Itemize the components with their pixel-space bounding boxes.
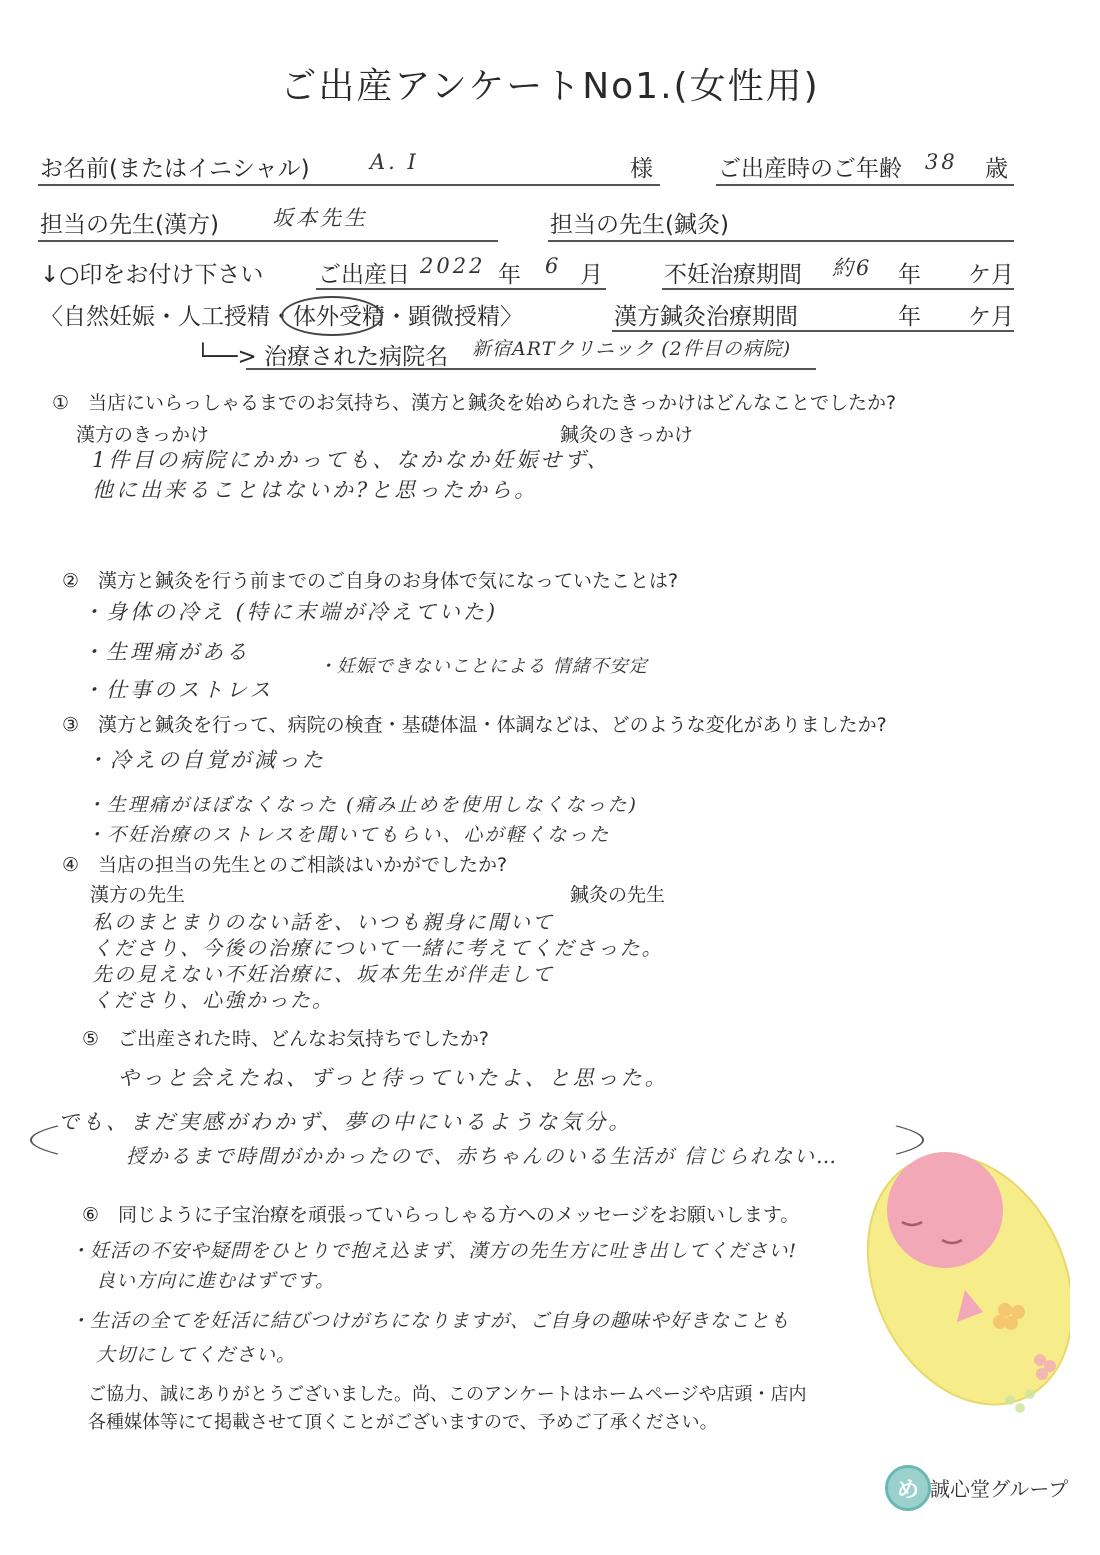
infertility-year-unit: 年	[898, 262, 921, 288]
selected-option-circle	[281, 296, 383, 336]
birth-date-underline	[316, 288, 606, 290]
q1-answer-line: 他に出来ることはないか?と思ったから。	[92, 478, 539, 502]
age-value: 38	[925, 150, 958, 174]
q3-answer-line: ・生理痛がほぼなくなった (痛み止めを使用しなくなった)	[86, 794, 638, 816]
q6-answer-line: ・生活の全てを妊活に結びつけがちになりますが、ご自身の趣味や好きなことも	[70, 1310, 791, 1332]
conception-options: 〈自然妊娠・人工授精・体外受精・顕微授精〉	[40, 304, 523, 330]
q4-acu-label: 鍼灸の先生	[570, 884, 666, 906]
q4-kampo-label: 漢方の先生	[90, 884, 186, 906]
acu-teacher-underline	[548, 240, 1014, 242]
logo-char: め	[896, 1477, 919, 1503]
name-underline	[38, 184, 660, 186]
flower-decoration	[980, 1290, 1070, 1440]
q1-kampo-label: 漢方のきっかけ	[76, 424, 210, 446]
q6-answer-line: ・妊活の不安や疑問をひとりで抱え込まず、漢方の先生方に吐き出してください!	[70, 1240, 798, 1262]
acu-teacher-label: 担当の先生(鍼灸)	[550, 212, 729, 238]
sama-label: 様	[630, 156, 653, 182]
age-underline	[716, 184, 1014, 186]
baby-face	[887, 1152, 1003, 1268]
name-value: A. I	[370, 150, 419, 174]
q2-question: ② 漢方と鍼灸を行う前までのご自身のお身体で気になっていたことは?	[62, 570, 679, 592]
birth-month: 6	[545, 254, 562, 278]
brand-logo-icon	[885, 1465, 931, 1511]
treatment-month-unit: ケ月	[968, 304, 1014, 330]
q1-question: ① 当店にいらっしゃるまでのお気持ち、漢方と鍼灸を始められたきっかけはどんなことでしたか?	[52, 392, 897, 414]
q2-answer-line: ・妊娠できないことによる 情緒不安定	[318, 656, 648, 677]
q4-answer-line: くださり、心強かった。	[92, 988, 334, 1012]
infertility-underline	[662, 288, 1014, 290]
name-label: お名前(またはイニシャル)	[40, 156, 310, 182]
kampo-teacher-value: 坂本先生	[272, 206, 368, 230]
treatment-period-label: 漢方鍼灸治療期間	[614, 304, 798, 330]
age-unit: 歳	[985, 156, 1008, 182]
q4-question: ④ 当店の担当の先生とのご相談はいかがでしたか?	[62, 854, 508, 876]
hospital-value: 新宿ARTクリニック (2件目の病院)	[472, 338, 792, 360]
q6-question: ⑥ 同じように子宝治療を頑張っていらっしゃる方へのメッセージをお願いします。	[82, 1204, 800, 1226]
q5-answer-line: 授かるまで時間がかかったので、赤ちゃんのいる生活が 信じられない…	[126, 1144, 838, 1168]
q2-answer-line: ・生理痛がある	[82, 640, 250, 664]
hospital-underline	[246, 368, 816, 370]
q5-answer-line: でも、まだ実感がわかず、夢の中にいるような気分。	[58, 1110, 633, 1134]
birth-year: 2022	[420, 254, 486, 278]
treatment-period-underline	[612, 330, 1014, 332]
mark-instruction: ↓○印をお付け下さい	[40, 262, 264, 288]
page-title: ご出産アンケートNo1.(女性用)	[280, 66, 820, 107]
q4-answer-line: 先の見えない不妊治療に、坂本先生が伴走して	[92, 962, 554, 986]
q1-acu-label: 鍼灸のきっかけ	[560, 424, 694, 446]
kampo-teacher-underline	[38, 240, 498, 242]
q6-answer-line: 良い方向に進むはずです。	[96, 1270, 336, 1292]
q3-question: ③ 漢方と鍼灸を行って、病院の検査・基礎体温・体調などは、どのような変化がありましたか?	[62, 714, 887, 736]
hospital-label: └──> 治療された病院名	[196, 344, 449, 370]
q4-answer-line: 私のまとまりのない話を、いつも親身に聞いて	[92, 910, 554, 934]
birth-month-unit: 月	[580, 262, 603, 288]
birth-date-label: ご出産日	[318, 262, 410, 288]
q4-answer-line: くださり、今後の治療について一緒に考えてくださった。	[92, 936, 664, 960]
q1-answer-line: 1件目の病院にかかっても、なかなか妊娠せず、	[92, 448, 611, 472]
infertility-value: 約6	[832, 256, 873, 280]
q2-answer-line: ・身体の冷え (特に末端が冷えていた)	[82, 600, 499, 624]
footer-line: ご協力、誠にありがとうございました。尚、このアンケートはホームページや店頭・店内	[88, 1384, 807, 1405]
brand-name: 誠心堂グループ	[930, 1477, 1069, 1501]
q6-answer-line: 大切にしてください。	[96, 1344, 297, 1366]
kampo-teacher-label: 担当の先生(漢方)	[40, 212, 219, 238]
infertility-label: 不妊治療期間	[664, 262, 802, 288]
q2-answer-line: ・仕事のストレス	[82, 678, 274, 702]
q5-question: ⑤ ご出産された時、どんなお気持ちでしたか?	[82, 1028, 489, 1050]
birth-year-unit: 年	[498, 262, 521, 288]
q3-answer-line: ・冷えの自覚が減った	[86, 748, 326, 772]
treatment-year-unit: 年	[898, 304, 921, 330]
age-label: ご出産時のご年齢	[718, 156, 902, 182]
q5-answer-line: やっと会えたね、ずっと待っていたよ、と思った。	[118, 1066, 669, 1090]
q3-answer-line: ・不妊治療のストレスを聞いてもらい、心が軽くなった	[86, 824, 611, 846]
infertility-month-unit: ケ月	[968, 262, 1014, 288]
footer-line: 各種媒体等にて掲載させて頂くことがございますので、予めご了承ください。	[88, 1412, 718, 1433]
